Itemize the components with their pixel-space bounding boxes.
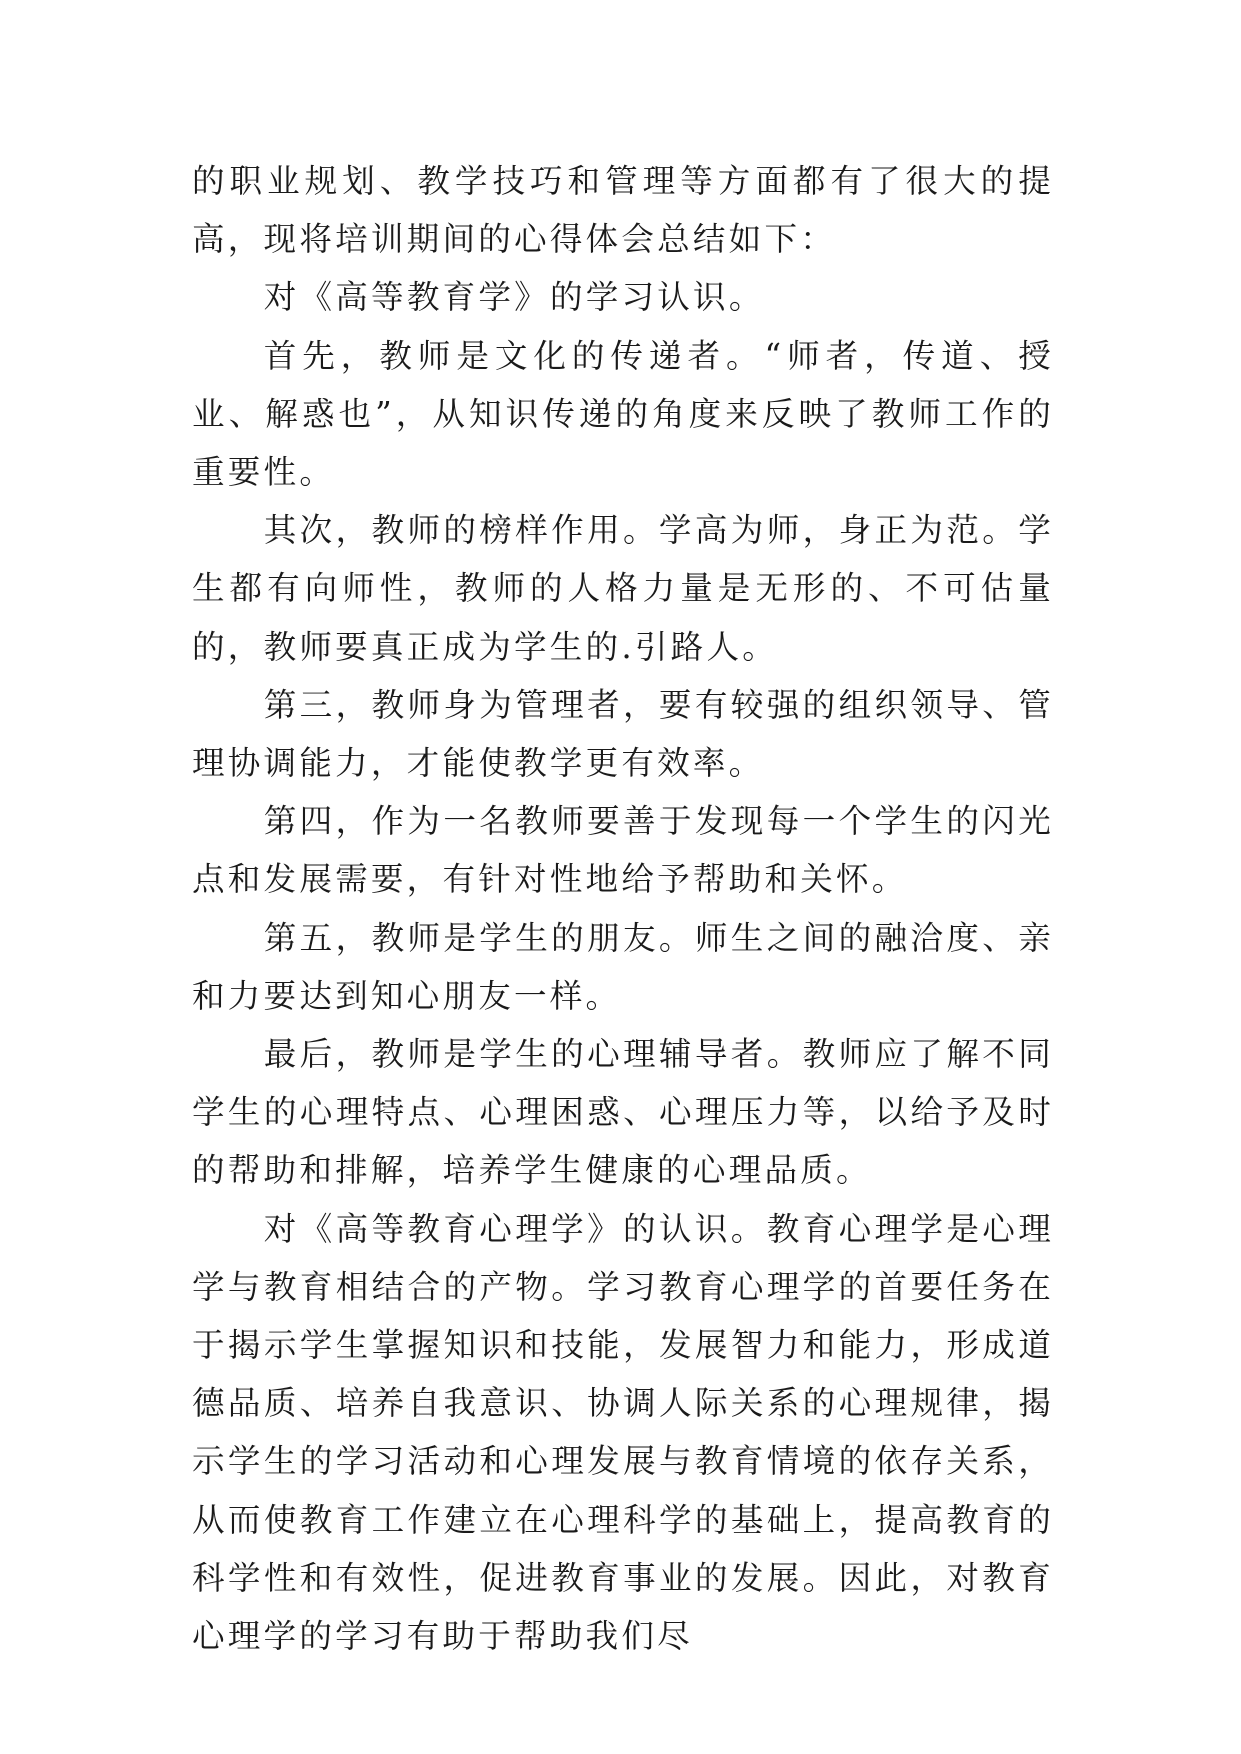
paragraph-8: 最后，教师是学生的心理辅导者。教师应了解不同学生的心理特点、心理困惑、心理压力等，以给予及时的帮助和排解，培养学生健康的心理品质。 — [192, 1035, 1054, 1190]
paragraph-9: 对《高等教育心理学》的认识。教育心理学是心理学与教育相结合的产物。学习教育心理学的首要任务在于揭示学生掌握知识和技能，发展智力和能力，形成道德品质、培养自我意识、协调人际关系的心理规律，揭示学生的学习活动和心理发展与教育情境的依存关系，从而使教育工作建立在心理科学的基础上，提高教育的科学性和有效性，促进教育事业的发展。因此，对教育心理学的学习有助于帮助我们尽 — [192, 1209, 1054, 1656]
paragraph-3: 首先，教师是文化的传递者。“师者，传道、授业、解惑也”，从知识传递的角度来反映了教师工作的重要性。 — [192, 336, 1054, 492]
paragraph-4: 其次，教师的榜样作用。学高为师，身正为范。学生都有向师性，教师的人格力量是无形的、不可估量的，教师要真正成为学生的.引路人。 — [192, 511, 1054, 666]
paragraph-7: 第五，教师是学生的朋友。师生之间的融洽度、亲和力要达到知心朋友一样。 — [192, 918, 1054, 1015]
paragraph-1: 的职业规划、教学技巧和管理等方面都有了很大的提高，现将培训期间的心得体会总结如下： — [192, 162, 1054, 259]
paragraph-6: 第四，作为一名教师要善于发现每一个学生的闪光点和发展需要，有针对性地给予帮助和关怀。 — [192, 802, 1054, 899]
paragraph-5: 第三，教师身为管理者，要有较强的组织领导、管理协调能力，才能使教学更有效率。 — [192, 685, 1054, 783]
body-text — [192, 152, 1054, 1665]
paragraph-2: 对《高等教育学》的学习认识。 — [263, 278, 765, 317]
